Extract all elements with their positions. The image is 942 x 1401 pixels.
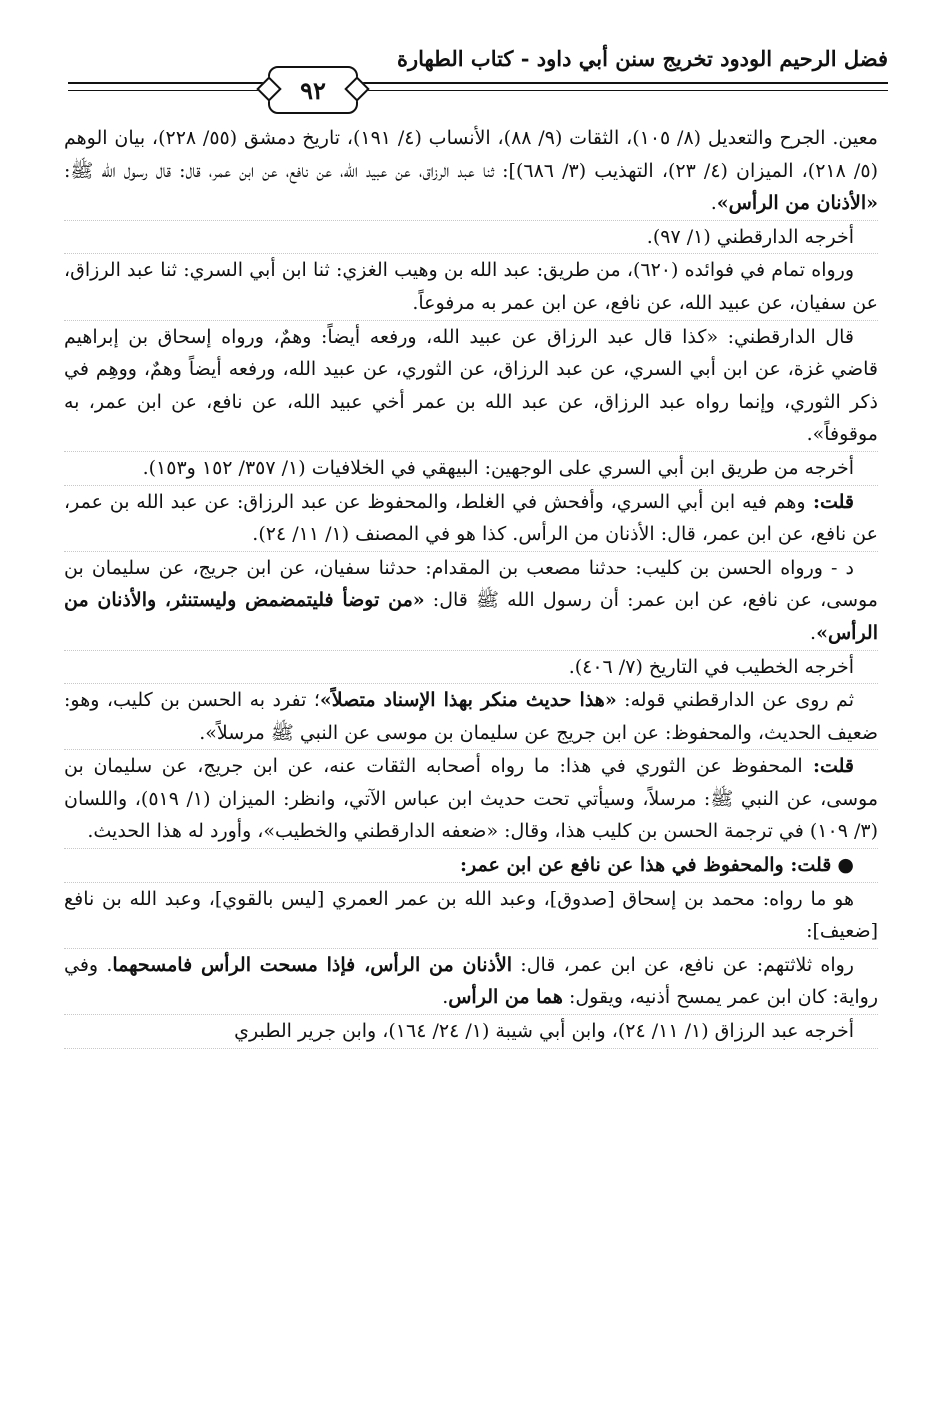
paragraph: [64, 254, 878, 320]
text-run: وهم فيه ابن أبي السري، وأفحش في الغلط، والمحفوظ عن عبد الرزاق: عن عبد الله بن عمر، عن نافع، عن ابن عمر، قال: الأذنان من الرأس. كذا هو في المصنف (١/ ١١/ ٢٤).: [64, 490, 878, 546]
running-title: فضل الرحيم الودود تخريج سنن أبي داود - كتاب الطهارة: [396, 46, 888, 71]
text-run: .: [442, 986, 449, 1009]
text-run: أخرجه الخطيب في التاريخ (٧/ ٤٠٦).: [568, 655, 854, 678]
page-header: [68, 40, 888, 105]
bold-text-run: هما من الرأس: [448, 986, 563, 1009]
bold-text-run: «من توضأ فليتمضمض وليستنثر، والأذنان من الرأس»: [64, 589, 878, 644]
paragraph: [64, 122, 878, 221]
bullet-heading: [64, 849, 878, 883]
paragraph: [64, 750, 878, 849]
page-number-badge: [268, 66, 358, 114]
bold-text-run: «الأذنان من الرأس»: [716, 192, 878, 215]
paragraph: [64, 949, 878, 1015]
paragraph: [64, 883, 878, 949]
text-run: ؛ تفرد به الحسن بن كليب، وهو: ضعيف الحديث، والمحفوظ: عن ابن جريج عن سليمان بن موسى عن النبي ﷺ مرسلاً».: [64, 689, 878, 744]
bullet-icon: ●: [837, 854, 854, 877]
text-run: أخرجه عبد الرزاق (١/ ١١/ ٢٤)، وابن أبي شيبة (١/ ٢٤/ ١٦٤)، وابن جرير الطبري: [234, 1020, 854, 1043]
header-rule-thick: [68, 82, 888, 84]
paragraph: [64, 452, 878, 486]
bold-text-run: الأذنان من الرأس، فإذا مسحت الرأس فامسحهما: [112, 953, 513, 976]
header-rule-thin: [68, 90, 888, 91]
paragraph: [64, 651, 878, 685]
paragraph: [64, 1015, 878, 1049]
paragraph: [64, 221, 878, 255]
text-run: . وفي رواية: كان ابن عمر يمسح أذنيه، ويقول:: [64, 953, 878, 1009]
page-body: [64, 122, 878, 1049]
bold-text-run: قلت:: [802, 755, 854, 778]
text-run: المحفوظ عن الثوري في هذا: ما رواه أصحابه الثقات عنه، عن ابن جريج، عن سليمان بن موسى، عن النبي ﷺ: مرسلاً، وسيأتي تحت حديث ابن عباس الآتي، وانظر: الميزان (١/ ٥١٩)، واللسان (٣/ ١٠٩) في ترجمة الحسن بن كليب هذا، وقال: «ضعفه الدارقطني والخطيب»، وأورد له هذا الحديث.: [64, 755, 878, 843]
text-run: ثم روى عن الدارقطني قوله:: [616, 689, 854, 712]
paragraph: [64, 684, 878, 750]
text-run: ورواه تمام في فوائده (٦٢٠)، من طريق: عبد الله بن وهيب الغزي: ثنا ابن أبي السري: ثنا عبد الرزاق، عن سفيان، عن عبيد الله، عن نافع، عن ابن عمر به مرفوعاً.: [64, 259, 878, 314]
paragraph: [64, 486, 878, 552]
text-run: هو ما رواه: محمد بن إسحاق [صدوق]، وعبد الله بن عمر العمري [ليس بالقوي]، وعبد الله بن نافع [ضعيف]:: [64, 887, 878, 943]
text-run: .: [810, 621, 817, 644]
text-run: معين. الجرح والتعديل (٨/ ١٠٥)، الثقات (٩/ ٨٨)، الأنساب (٤/ ١٩١)، تاريخ دمشق (٥٥/ ٢٢٨)، بيان الوهم (٥/ ٢١٨)، الميزان (٤/ ٢٣)، التهذيب (٣/ ٦٨٦)]: ثنا عبد الرزاق، عن عبيد الله، عن نافع، عن ابن عمر، قال: قال رسول الله ﷺ:: [64, 127, 878, 182]
text-run: أخرجه الدارقطني (١/ ٩٧).: [646, 225, 854, 248]
page-number: ٩٢: [300, 75, 326, 105]
bold-text-run: قلت:: [805, 490, 854, 513]
text-run: د - ورواه الحسن بن كليب: حدثنا مصعب بن المقدام: حدثنا سفيان، عن ابن جريج، عن سليمان بن موسى، عن نافع، عن ابن عمر: أن رسول الله ﷺ قال:: [64, 556, 878, 612]
text-run: .: [710, 192, 717, 215]
text-run: رواه ثلاثتهم: عن نافع، عن ابن عمر، قال:: [512, 953, 854, 976]
paragraph: [64, 552, 878, 651]
text-run: أخرجه من طريق ابن أبي السري على الوجهين: البيهقي في الخلافيات (١/ ٣٥٧/ ١٥٢ و١٥٣).: [142, 456, 854, 479]
text-run: قال الدارقطني: «كذا قال عبد الرزاق عن عبيد الله، ورفعه أيضاً: وهمٌ، ورواه إسحاق بن إبراهيم قاضي غزة، عن ابن أبي السري، عن عبد الرزاق، عن الثوري، عن عبيد الله، ورفعه أيضاً وهمٌ، ووهِم في ذكر الثوري، وإنما رواه عبد الرزاق، عن عبد الله بن عمر أخي عبيد الله، عن نافع، عن ابن عمر، به موقوفاً».: [64, 325, 878, 446]
bold-text-run: قلت: والمحفوظ في هذا عن نافع عن ابن عمر:: [460, 854, 832, 877]
paragraph: [64, 321, 878, 452]
bold-text-run: «هذا حديث منكر بهذا الإسناد متصلاً»: [319, 689, 617, 712]
